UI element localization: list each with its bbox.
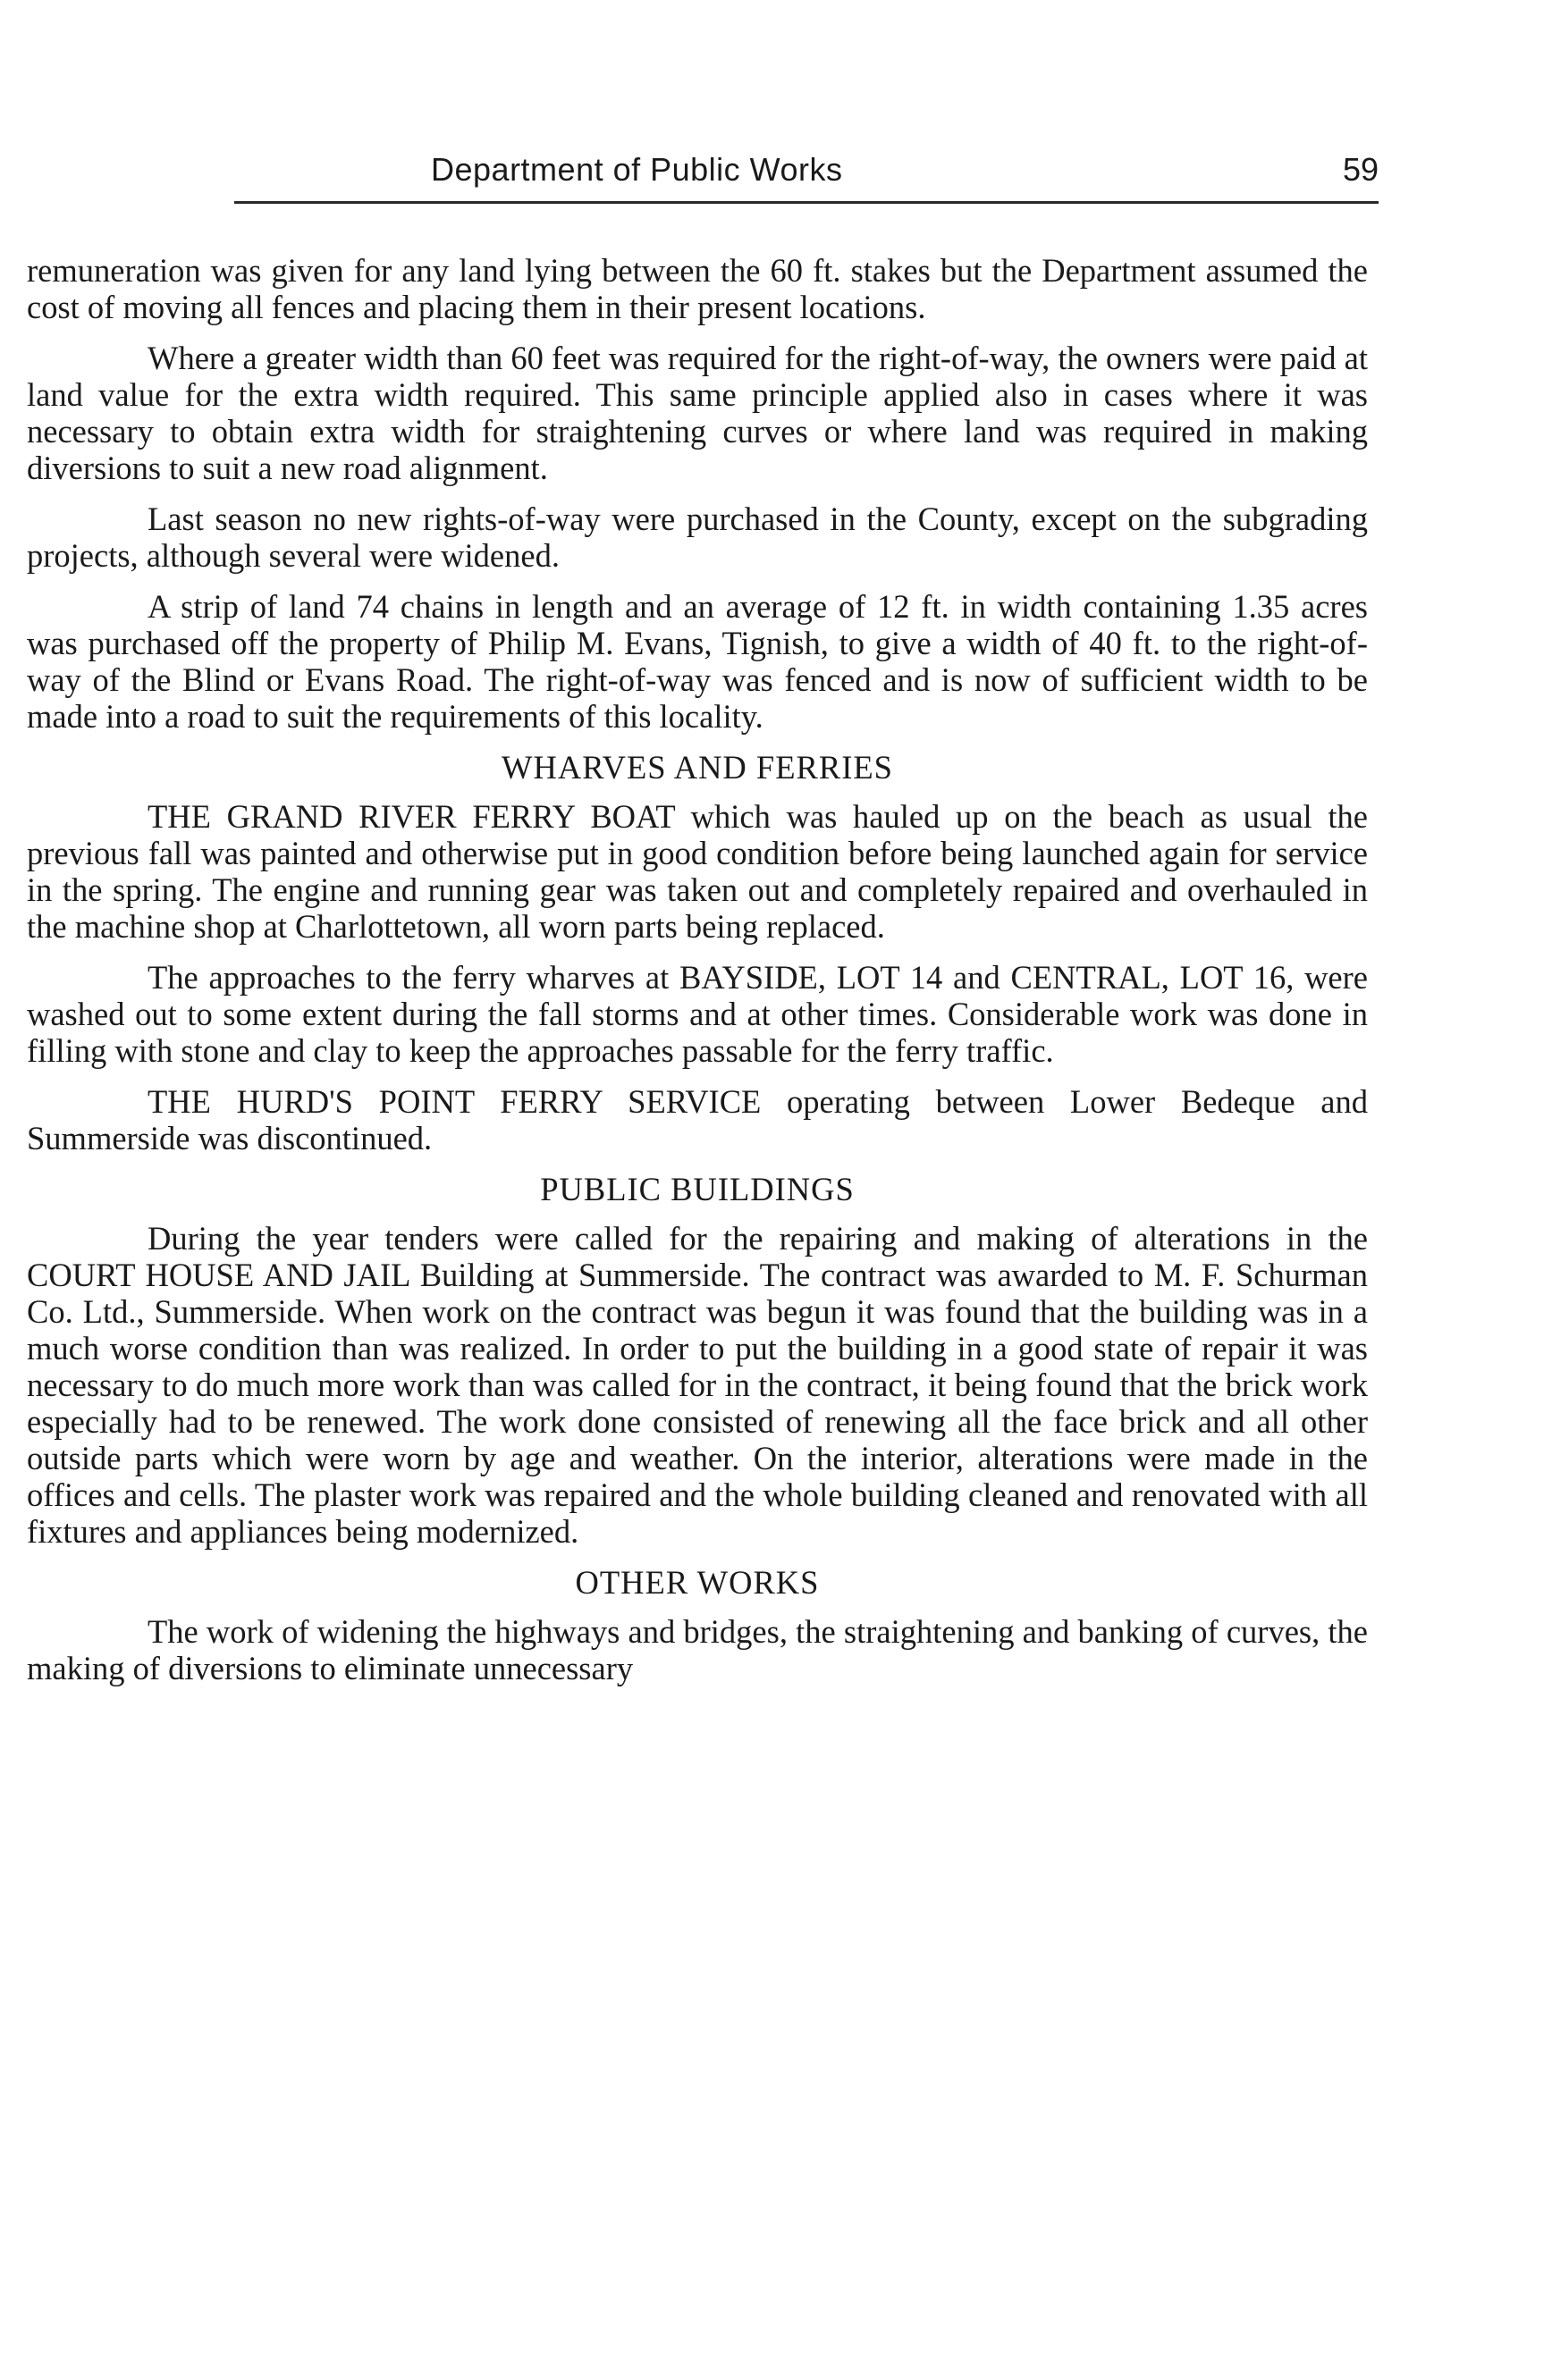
paragraph: During the year tenders were called for the repairing and making of alterations in the COURT HOUSE AND JAIL Building at Summerside. The contract was awarded to M. F. Schurman Co. Ltd., Summerside. When work on the contract was begun it was found that the building was in a much worse condition than was realized. In order to put the building in a good state of repair it was necessary to do much more work than was called for in the contract, it being found that the brick work especially had to be renewed. The work done consisted of renewing all the face brick and all other outside parts which were worn by age and weather. On the interior, alterations were made in the offices and cells. The plaster work was repaired and the whole building cleaned and renovated with all fixtures and appliances being modernized. bbox=[27, 1220, 1368, 1550]
paragraph: Last season no new rights-of-way were purchased in the County, except on the subgrading projects, although several were widened. bbox=[27, 500, 1368, 574]
section-heading-public-buildings: PUBLIC BUILDINGS bbox=[540, 1171, 855, 1207]
page-number: 59 bbox=[1342, 151, 1379, 188]
section-heading-wharves-and-ferries: WHARVES AND FERRIES bbox=[502, 749, 893, 786]
paragraph: THE GRAND RIVER FERRY BOAT which was hauled up on the beach as usual the previous fall was painted and otherwise put in good condition before being launched again for service in the spring. The engine and running gear was taken out and completely repaired and overhauled in the machine shop at Charlottetown, all worn parts being replaced. bbox=[27, 798, 1368, 945]
paragraph: A strip of land 74 chains in length and an average of 12 ft. in width containing 1.35 acres was purchased off the property of Philip M. Evans, Tignish, to give a width of 40 ft. to the right-of-way of the Blind or Evans Road. The right-of-way was fenced and is now of sufficient width to be made into a road to suit the requirements of this locality. bbox=[27, 588, 1368, 735]
section-heading-other-works: OTHER WORKS bbox=[575, 1564, 820, 1601]
running-header bbox=[234, 147, 1379, 204]
paragraph: THE HURD'S POINT FERRY SERVICE operating between Lower Bedeque and Summerside was discontinued. bbox=[27, 1083, 1368, 1156]
body-text bbox=[27, 252, 1368, 1701]
paragraph: The work of widening the highways and bridges, the straightening and banking of curves, the making of diversions to eliminate unnecessary bbox=[27, 1613, 1368, 1686]
paragraph: remuneration was given for any land lying between the 60 ft. stakes but the Department assumed the cost of moving all fences and placing them in their present locations. bbox=[27, 252, 1368, 325]
paragraph: Where a greater width than 60 feet was required for the right-of-way, the owners were paid at land value for the extra width required. This same principle applied also in cases where it was necessary to obtain extra width for straightening curves or where land was required in making diversions to suit a new road alignment. bbox=[27, 340, 1368, 486]
paragraph: The approaches to the ferry wharves at BAYSIDE, LOT 14 and CENTRAL, LOT 16, were washed out to some extent during the fall storms and at other times. Considerable work was done in filling with stone and clay to keep the approaches passable for the ferry traffic. bbox=[27, 959, 1368, 1069]
header-title: Department of Public Works bbox=[431, 151, 843, 188]
